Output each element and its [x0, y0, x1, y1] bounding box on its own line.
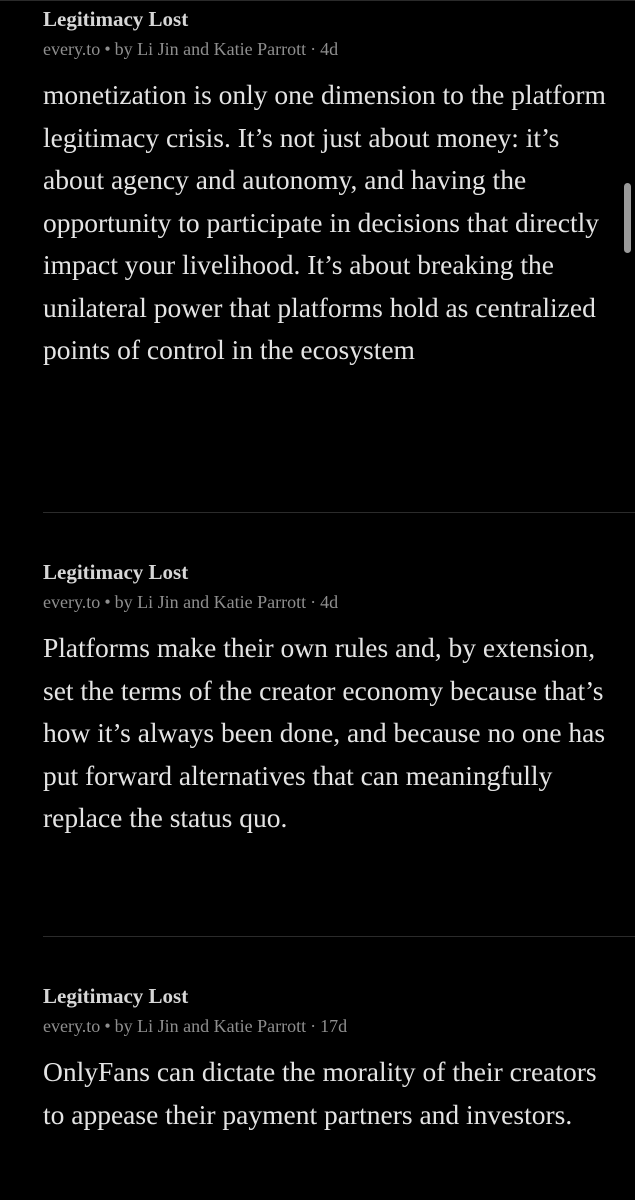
highlight-age: 17d [320, 1016, 348, 1036]
age-separator: · [310, 1016, 317, 1036]
highlight-card[interactable] [43, 6, 635, 372]
byline: by Li Jin and Katie Parrott [114, 592, 307, 612]
meta-separator: • [104, 1016, 111, 1036]
highlight-title[interactable]: Legitimacy Lost [43, 984, 189, 1008]
byline: by Li Jin and Katie Parrott [114, 39, 307, 59]
highlight-meta [43, 589, 635, 615]
highlight-age: 4d [320, 592, 339, 612]
highlight-text[interactable]: monetization is only one dimension to the platform legitimacy crisis. It’s not just about money: it’s about agency and autonomy, and having the opportunity to participate in decisions that directly impact your livelihood. It’s about breaking the unilateral power that platforms hold as centralized points of control in the ecosystem [43, 79, 606, 365]
highlight-text[interactable]: Platforms make their own rules and, by extension, set the terms of the creator economy because that’s how it’s always been done, and because no one has put forward alternatives that can meaningfully replace the status quo. [43, 632, 606, 833]
highlight-text[interactable]: OnlyFans can dictate the morality of their creators to appease their payment partners and investors. [43, 1056, 597, 1130]
highlight-divider [43, 512, 635, 513]
highlight-meta [43, 1013, 635, 1039]
highlight-title[interactable]: Legitimacy Lost [43, 560, 189, 584]
highlight-card[interactable] [43, 983, 635, 1136]
meta-separator: • [104, 592, 111, 612]
byline: by Li Jin and Katie Parrott [114, 1016, 307, 1036]
top-divider [0, 0, 635, 1]
highlight-meta [43, 36, 635, 62]
source-domain[interactable]: every.to [43, 1016, 101, 1036]
meta-separator: • [104, 39, 111, 59]
age-separator: · [310, 592, 317, 612]
highlight-divider [43, 936, 635, 937]
highlight-age: 4d [320, 39, 339, 59]
source-domain[interactable]: every.to [43, 592, 101, 612]
source-domain[interactable]: every.to [43, 39, 101, 59]
highlight-card[interactable] [43, 559, 635, 840]
age-separator: · [310, 39, 317, 59]
highlight-title[interactable]: Legitimacy Lost [43, 7, 189, 31]
